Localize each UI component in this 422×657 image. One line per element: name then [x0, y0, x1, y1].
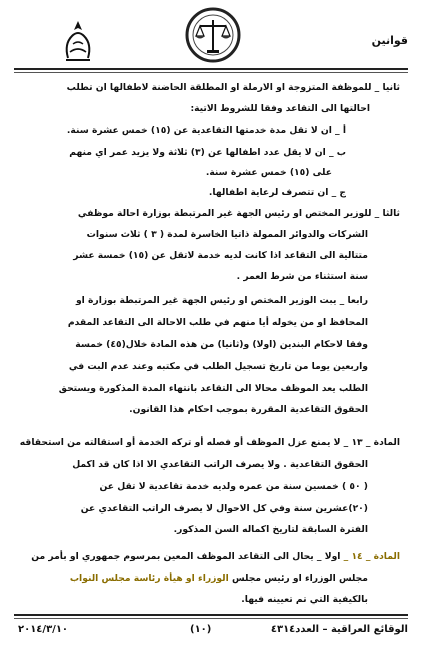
body-line: رابعا _ يبت الوزير المختص او رئيس الجهة غير المرتبطة بوزارة او: [75, 295, 368, 306]
body-line: ( ٥٠ ) خمسين سنة من عمره ولديه خدمة تقاعدية لا تقل عن: [99, 481, 368, 492]
body-line: احالتها الى التقاعد وفقا للشروط الاتية:: [190, 103, 370, 114]
article-13-line: المادة _ ١٣ _ لا يمنع عزل الموظف أو فصله أو تركه الخدمة أو استقالته من استحقاقه: [19, 437, 400, 448]
body-line: ثانيا _ للموظفة المتزوجة او الارملة او المطلقة الحاضنة لاطفالها ان تطلب: [66, 82, 400, 93]
body-line: وفقا لاحكام البندين (اولا) و(ثانيا) من هذه المادة خلال(٤٥) خمسة: [75, 339, 368, 350]
body-line: واربعين يوما من تاريخ تسجيل الطلب في مكتبه وعند عدم البت في: [68, 361, 368, 372]
body-line: الطلب يعد الموظف محالا الى التقاعد بانتهاء المدة المذكورة ويستحق: [58, 383, 368, 394]
body-line: بالكيفية التي تم تعيينه فيها.: [241, 594, 368, 605]
body-line: الفترة السابقة لتاريخ اكماله السن المذكور.: [173, 524, 368, 535]
body-line: الحقوق التقاعدية . ولا يصرف الراتب التقاعدي الا اذا كان قد اكمل: [72, 459, 368, 470]
body-line: أ _ ان لا تقل مدة خدمتها التقاعدية عن (١٥) خمس عشرة سنة.: [66, 125, 346, 136]
section-title: قوانين: [371, 34, 408, 47]
header-rule: [14, 68, 408, 70]
publication-name: الوقائع العراقية – العدد٤٣١٤: [270, 624, 408, 635]
body-line: [70, 573, 368, 585]
body-line: سنة استثناء من شرط العمر .: [236, 271, 368, 282]
body-line: ثالثا _ للوزير المختص او رئيس الجهة غير المرتبطة بوزارة احالة موظفي: [77, 208, 400, 219]
publication-date: ٢٠١٤/٣/١٠: [18, 624, 69, 635]
body-line: ج _ ان تتصرف لرعاية اطفالها.: [208, 187, 346, 198]
footer-rule: [14, 614, 408, 616]
footer-rule-thin: [14, 618, 408, 619]
body-line: على (١٥) خمس عشرة سنة.: [205, 167, 332, 178]
calligraphy-emblem-icon: [58, 18, 98, 64]
body-line: (٢٠)عشرين سنة وفي كل الاحوال لا يصرف الراتب التقاعدي عن: [80, 503, 368, 514]
article-14-text: اولا _ يحال الى التقاعد الموظف المعين بمرسوم جمهوري او بأمر من: [31, 551, 341, 562]
body-text: مجلس الوزراء او رئيس مجلس: [228, 573, 368, 584]
body-line: متتالية الى التقاعد اذا كانت لديه خدمة لاتقل عن (١٥) خمسة عشر: [73, 250, 368, 261]
body-line: الشركات والدوائر الممولة ذاتيا الخاسرة لمدة ( ٣ ) ثلاث سنوات: [86, 229, 368, 240]
highlighted-text: الوزراء او هيأة رئاسة مجلس النواب: [69, 573, 229, 584]
article-14-line: [31, 551, 400, 563]
justice-scales-emblem-icon: [172, 6, 254, 64]
body-line: الحقوق التقاعدية المقررة بموجب احكام هذا القانون.: [129, 404, 368, 415]
body-line: المحافظ او من يخوله أيا منهم في طلب الاحالة الى التقاعد المقدم: [67, 317, 368, 328]
page-number: (١٠): [190, 624, 212, 635]
header-rule-thin: [14, 72, 408, 73]
article-14-label: المادة _ ١٤ _: [343, 551, 400, 562]
body-line: ب _ ان لا يقل عدد اطفالها عن (٣) ثلاثة ولا يزيد عمر اي منهم: [69, 147, 346, 158]
